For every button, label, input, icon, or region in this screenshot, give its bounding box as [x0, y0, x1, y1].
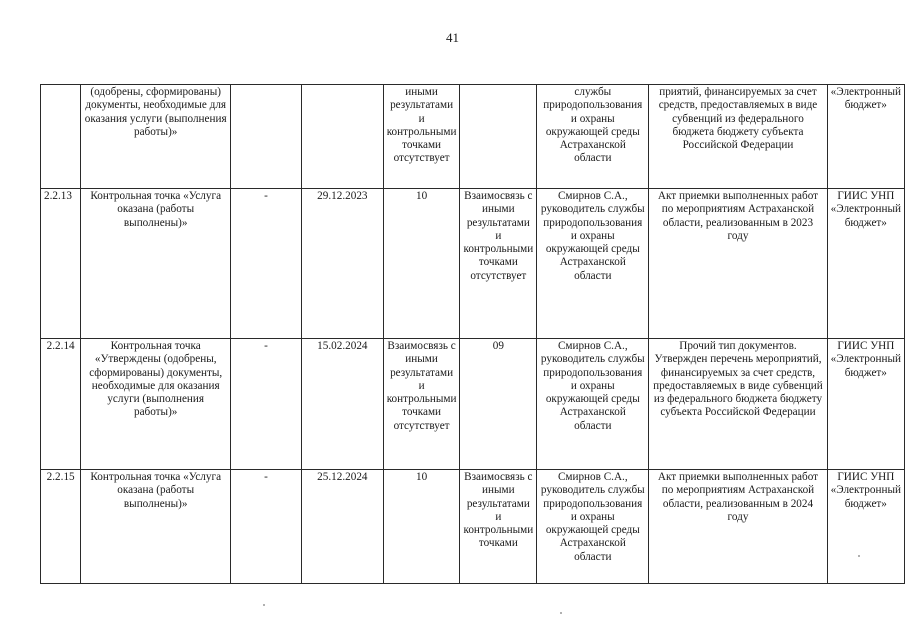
control-points-table	[40, 84, 905, 584]
cell-responsible: службы природопользования и охраны окружающей среды Астраханской области	[537, 85, 649, 189]
table-row	[41, 339, 905, 470]
cell-document: Прочий тип документов. Утвержден перечень мероприятий, финансируемых за счет средств, предоставляемых в виде субвенций из федерального бюджета бюджету субъекта Российской Федерации	[649, 339, 827, 470]
cell-start-date	[231, 85, 302, 189]
cell-successor	[460, 85, 537, 189]
cell-end-date: 29.12.2023	[301, 189, 383, 339]
table-row	[41, 85, 905, 189]
scan-speck	[560, 612, 562, 614]
cell-start-date: -	[231, 470, 302, 584]
cell-name: Контрольная точка «Услуга оказана (работы выполнены)»	[81, 189, 231, 339]
cell-name: (одобрены, сформированы) документы, необходимые для оказания услуги (выполнения работы)»	[81, 85, 231, 189]
cell-info-system: ГИИС УНП «Электронный бюджет»	[827, 339, 904, 470]
cell-predecessor: Взаимосвязь с иными результатами и контрольными точками отсутствует	[383, 339, 460, 470]
cell-predecessor: 10	[383, 470, 460, 584]
cell-info-system: ГИИС УНП «Электронный бюджет»	[827, 189, 904, 339]
page-number: 41	[446, 30, 459, 45]
cell-info-system: ГИИС УНП «Электронный бюджет»	[827, 470, 904, 584]
cell-end-date: 25.12.2024	[301, 470, 383, 584]
cell-successor: Взаимосвязь с иными результатами и контрольными точками	[460, 470, 537, 584]
cell-number: 2.2.14	[41, 339, 81, 470]
table-row	[41, 470, 905, 584]
table-row	[41, 189, 905, 339]
cell-responsible: Смирнов С.А., руководитель службы природопользования и охраны окружающей среды Астраханской области	[537, 189, 649, 339]
scan-speck	[858, 555, 860, 557]
cell-successor: Взаимосвязь с иными результатами и контрольными точками отсутствует	[460, 189, 537, 339]
cell-document: Акт приемки выполненных работ по мероприятиям Астраханской области, реализованным в 2023 году	[649, 189, 827, 339]
cell-document: приятий, финансируемых за счет средств, предоставляемых в виде субвенций из федерального бюджета бюджету субъекта Российской Федерации	[649, 85, 827, 189]
cell-predecessor: иными результатами и контрольными точками отсутствует	[383, 85, 460, 189]
cell-document: Акт приемки выполненных работ по мероприятиям Астраханской области, реализованным в 2024 году	[649, 470, 827, 584]
cell-end-date: 15.02.2024	[301, 339, 383, 470]
cell-name: Контрольная точка «Услуга оказана (работы выполнены)»	[81, 470, 231, 584]
cell-number: 2.2.13	[41, 189, 81, 339]
cell-start-date: -	[231, 189, 302, 339]
scan-speck	[263, 604, 265, 606]
cell-start-date: -	[231, 339, 302, 470]
cell-predecessor: 10	[383, 189, 460, 339]
cell-number	[41, 85, 81, 189]
cell-successor: 09	[460, 339, 537, 470]
cell-name: Контрольная точка «Утверждены (одобрены, сформированы) документы, необходимые для оказания услуги (выполнения работы)»	[81, 339, 231, 470]
cell-info-system: «Электронный бюджет»	[827, 85, 904, 189]
cell-number: 2.2.15	[41, 470, 81, 584]
cell-responsible: Смирнов С.А., руководитель службы природопользования и охраны окружающей среды Астраханской области	[537, 339, 649, 470]
cell-end-date	[301, 85, 383, 189]
cell-responsible: Смирнов С.А., руководитель службы природопользования и охраны окружающей среды Астраханской области	[537, 470, 649, 584]
